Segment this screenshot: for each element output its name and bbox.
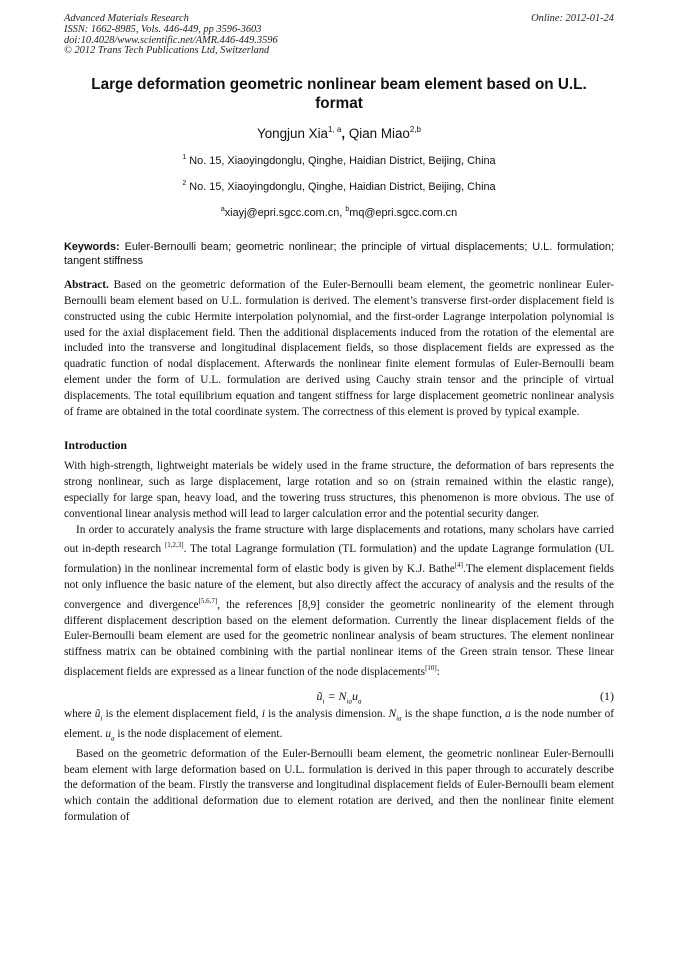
where-text-c: is the analysis dimension.	[264, 707, 389, 720]
where-text-f: is the node displacement of element.	[114, 727, 283, 740]
section-heading-introduction: Introduction	[64, 439, 127, 453]
abstract-label: Abstract.	[64, 279, 109, 292]
paper-title: Large deformation geometric nonlinear beam element based on U.L. format	[91, 76, 587, 113]
intro-paragraph-3: Based on the geometric deformation of the Euler-Bernoulli beam element, the geometric nonlinear Euler-Bernoulli beam element with large deformation based on U.L. formulation is derived in this paper through to accurately describe the deformation of the beam. Firstly the transverse and longitudinal displacement fields of Euler-Bernoulli beam element which contain the additional deformation due to element rotation are derived, and then the nonlinear finite element formulation of	[64, 747, 614, 823]
equation-1-number: (1)	[600, 688, 614, 703]
intro-paragraph-1: With high-strength, lightweight materials be widely used in the frame structure, the deformation of bars represents the strong nonlinear, such as large displacement, large rotation and so on (strain remained within the elastic range), especially for large span, heavy load, and the towering truss structures, this phenomenon is more obvious. The use of conventional linear analysis method will lead to larger calculation error and the potential security danger.	[64, 460, 614, 520]
where-text-a: where	[64, 707, 95, 720]
doi-line[interactable]: doi:10.4028/www.scientific.net/AMR.446-449.3596	[64, 34, 278, 46]
intro-paragraph-2	[64, 523, 614, 681]
keywords-block	[64, 240, 614, 268]
affiliation-1-text: No. 15, Xiaoyingdonglu, Qinghe, Haidian District, Beijing, China	[189, 155, 496, 168]
citation-1-2-3[interactable]: [1,2,3]	[164, 541, 184, 550]
where-text-e: is the node number of element.	[64, 707, 614, 740]
author-1-sup: 1, a	[328, 125, 342, 135]
journal-name: Advanced Materials Research	[64, 13, 189, 24]
intro-p2-text-d: , the references [8,9] consider the geometric nonlinearity of the element through different displacement description based on the element deformation. Currently the linear displacement fields of the Euler-Bernoulli beam element are used for the geometric nonlinear analysis of beam structures. The element nonlinear stiffness matrix can be obtained combining with the partial nonlinear items of the Green strain tensor. These linear displacement fields are expressed as a linear function of the node displacements	[64, 598, 614, 678]
author-1-name: Yongjun Xia	[257, 126, 329, 142]
paper-page	[64, 14, 614, 826]
intro-p2-text-b: . The total Lagrange formulation (TL formulation) and the update Lagrange formulation (UL formulation) in the nonlinear incremental form of elastic body is given by K.J. Bathe	[64, 543, 614, 576]
keywords-label: Keywords:	[64, 241, 120, 254]
issn-line: ISSN: 1662-8985, Vols. 446-449, pp 3596-3603	[64, 23, 262, 35]
equation-1-formula: $ũ_i = N_{ia}u_a$	[316, 688, 362, 706]
journal-header	[64, 14, 614, 57]
abstract-block	[64, 278, 614, 420]
author-2-sup: 2,b	[409, 125, 421, 135]
abstract-text: Based on the geometric deformation of the Euler-Bernoulli beam element, the geometric nonlinear Euler-Bernoulli beam element based on U.L. formulation is derived. The element’s transverse first-order displacement field is constructed using the cubic Hermite interpolation polynomial, and the first-order Lagrange interpolation polynomial is used for the axial displacement field. Then the additional displacements induced from the rotation of the elemental are included into the transverse and longitudinal displacement fields, so those displacement fields are expressed as the quadratic function of nodal displacement. Afterwards the nonlinear finite element formulas of Euler-Bernoulli beam element under the form of U.L. formulation are derived using Cauchy strain tensor and the principle of virtual displacements. The total equilibrium equation and tangent stiffness for large displacement geometric nonlinear analysis of frame are obtained in the total coordinate system. The correctness of this element is proved by typical example.	[64, 279, 614, 418]
affiliation-1	[64, 151, 614, 168]
intro-p2-text-e: :	[436, 665, 440, 678]
email-a[interactable]: xiayj@epri.sgcc.com.cn,	[224, 207, 346, 220]
where-text-b: is the element displacement field,	[102, 707, 262, 720]
keywords-text: Euler-Bernoulli beam; geometric nonlinear; the principle of virtual displacements; U.L. formulation; tangent stiffness	[64, 241, 614, 268]
citation-5-6-7[interactable]: [5,6,7]	[198, 596, 218, 605]
citation-10[interactable]: [10]	[425, 663, 437, 672]
citation-4[interactable]: [4]	[454, 561, 464, 570]
author-line: Yongjun Xia$^{1, a}$, Qian Miao$^{2,b}$	[257, 125, 421, 142]
online-date: Online: 2012-01-24	[531, 13, 614, 24]
equation-1	[64, 685, 614, 707]
copyright-line: © 2012 Trans Tech Publications Ltd, Switzerland	[64, 45, 270, 57]
affiliation-1-sup: 1	[182, 154, 187, 162]
affiliation-2-text: No. 15, Xiaoyingdonglu, Qinghe, Haidian District, Beijing, China	[189, 181, 496, 194]
author-2-name: Qian Miao	[348, 126, 410, 142]
affiliation-2	[64, 177, 614, 194]
email-b-sup: b	[345, 206, 350, 214]
email-b[interactable]: mq@epri.sgcc.com.cn	[349, 207, 458, 220]
email-line	[64, 203, 614, 220]
equation-1-explanation: where $ũ_i$ is the element displacement field, i is the analysis dimension. $N_{ia}$ is the shape function, a is the node number of element. $u_a$ is the node displacement of element.	[64, 707, 614, 743]
affiliation-2-sup: 2	[182, 180, 187, 188]
intro-p2-text-c: .The element displacement fields not only influence the basic nature of the element, but also directly affect the accuracy of analysis and the results of the convergence and divergence	[64, 563, 614, 611]
where-text-d: is the shape function,	[401, 707, 506, 720]
intro-p2-text-a: In order to accurately analysis the frame structure with large displacements and rotations, many scholars have carried out in-depth research	[64, 523, 614, 556]
email-a-sup: a	[220, 206, 225, 214]
